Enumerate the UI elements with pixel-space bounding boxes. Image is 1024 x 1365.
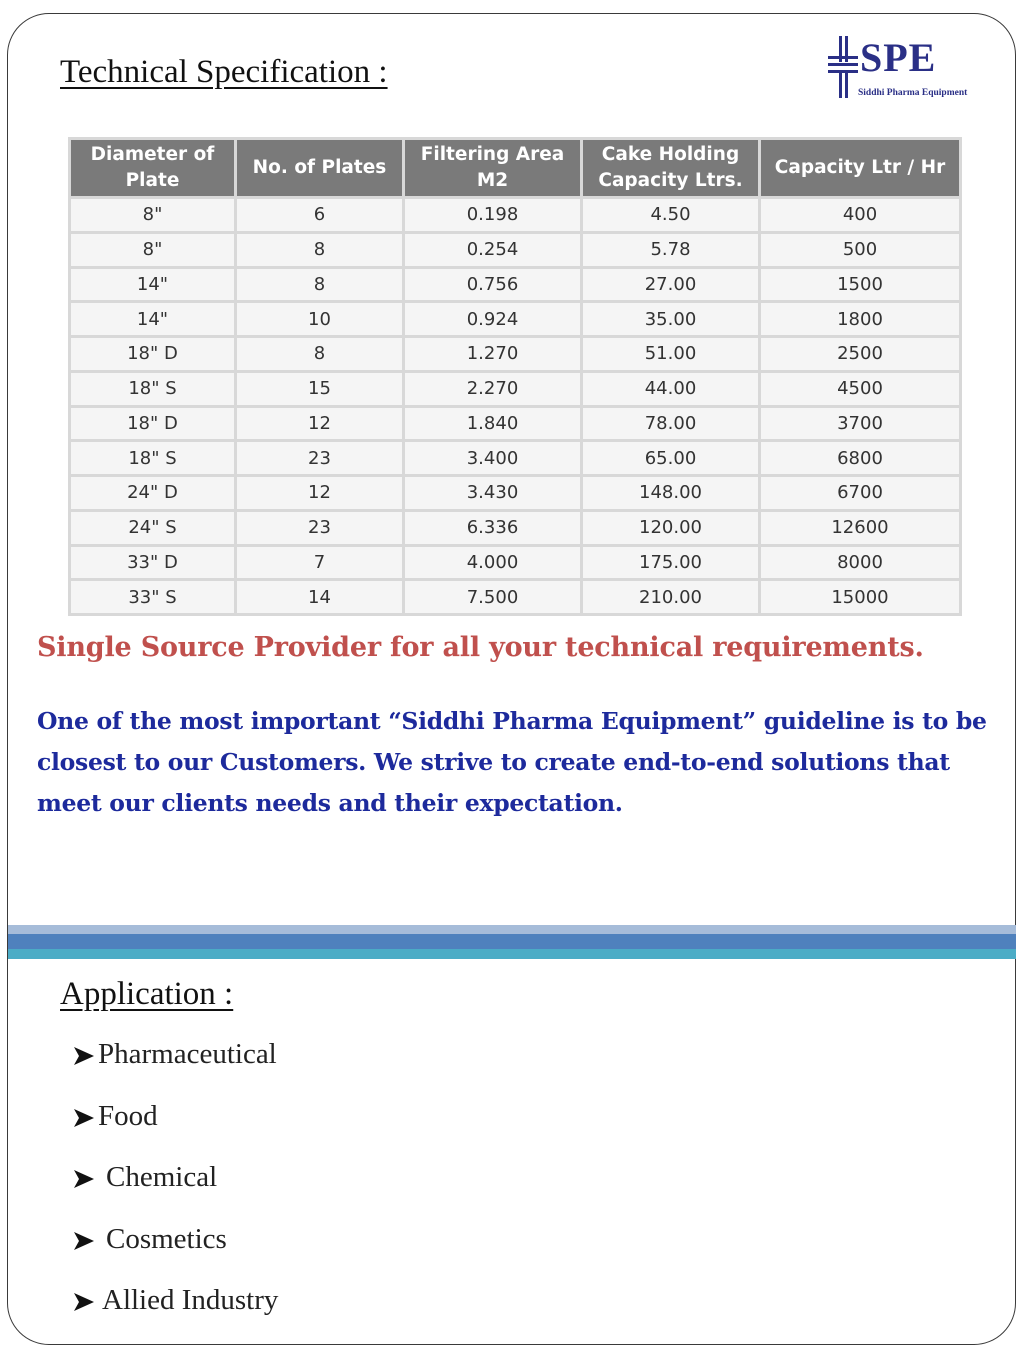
table-cell: 18" S (70, 441, 236, 476)
table-cell: 1.270 (404, 337, 582, 372)
table-cell: 7.500 (404, 580, 582, 615)
table-cell: 5.78 (582, 232, 760, 267)
application-list-item (72, 1094, 278, 1156)
tagline: Single Source Provider for all your technical requirements. (37, 632, 924, 663)
table-body (70, 198, 961, 615)
table-header-cell: Filtering Area M2 (404, 139, 582, 198)
application-label: Cosmetics (106, 1222, 227, 1255)
table-cell: 0.198 (404, 198, 582, 233)
table-cell: 12 (236, 406, 404, 441)
table-cell: 23 (236, 510, 404, 545)
logo-name: SPE (860, 35, 937, 80)
table-cell: 1800 (760, 302, 961, 337)
application-list-item (72, 1155, 278, 1217)
arrow-bullet-icon (72, 1045, 96, 1067)
application-label: Allied Industry (102, 1284, 279, 1316)
intro-paragraph: One of the most important “Siddhi Pharma Equipment” guideline is to be closest to our Customers. We strive to create end-to-end solutions that meet our clients needs and their expectation. (37, 707, 987, 817)
arrow-bullet-icon (72, 1291, 96, 1313)
spec-title: Technical Specification : (60, 54, 388, 90)
table-cell: 0.254 (404, 232, 582, 267)
table-cell: 78.00 (582, 406, 760, 441)
application-label: Food (98, 1099, 158, 1132)
table-cell: 148.00 (582, 476, 760, 511)
application-title: Application : (60, 976, 234, 1012)
table-cell: 210.00 (582, 580, 760, 615)
table-row (70, 371, 961, 406)
table-cell: 0.924 (404, 302, 582, 337)
table-cell: 14" (70, 267, 236, 302)
table-cell: 18" S (70, 371, 236, 406)
table-header-row (70, 139, 961, 198)
table-cell: 7 (236, 545, 404, 580)
table-row (70, 510, 961, 545)
table-row (70, 198, 961, 233)
application-list (72, 1032, 278, 1340)
application-list-item (72, 1278, 278, 1340)
table-cell: 1.840 (404, 406, 582, 441)
table-cell: 8" (70, 198, 236, 233)
table-cell: 12 (236, 476, 404, 511)
table-cell: 14 (236, 580, 404, 615)
table-cell: 18" D (70, 337, 236, 372)
table-row (70, 232, 961, 267)
table-cell: 23 (236, 441, 404, 476)
table-header-cell: Diameter of Plate (70, 139, 236, 198)
table-row (70, 267, 961, 302)
table-header-cell: Cake Holding Capacity Ltrs. (582, 139, 760, 198)
table-row (70, 545, 961, 580)
spec-table (68, 137, 962, 616)
table-cell: 4500 (760, 371, 961, 406)
table-cell: 175.00 (582, 545, 760, 580)
table-cell: 15000 (760, 580, 961, 615)
logo-subtitle: Siddhi Pharma Equipment (858, 88, 968, 98)
table-cell: 120.00 (582, 510, 760, 545)
table-cell: 14" (70, 302, 236, 337)
table-cell: 3700 (760, 406, 961, 441)
table-cell: 18" D (70, 406, 236, 441)
table-row (70, 302, 961, 337)
table-cell: 1500 (760, 267, 961, 302)
table-cell: 4.000 (404, 545, 582, 580)
table-cell: 24" S (70, 510, 236, 545)
table-cell: 33" D (70, 545, 236, 580)
table-row (70, 441, 961, 476)
table-header-cell: No. of Plates (236, 139, 404, 198)
table-cell: 33" S (70, 580, 236, 615)
table-cell: 24" D (70, 476, 236, 511)
table-cell: 8" (70, 232, 236, 267)
company-logo (828, 36, 988, 102)
table-cell: 2500 (760, 337, 961, 372)
table-cell: 35.00 (582, 302, 760, 337)
table-cell: 8 (236, 232, 404, 267)
table-cell: 51.00 (582, 337, 760, 372)
table-cell: 27.00 (582, 267, 760, 302)
table-cell: 400 (760, 198, 961, 233)
divider-band-light (8, 925, 1016, 934)
table-cell: 12600 (760, 510, 961, 545)
table-cell: 2.270 (404, 371, 582, 406)
table-cell: 500 (760, 232, 961, 267)
application-list-item (72, 1217, 278, 1279)
table-header-cell: Capacity Ltr / Hr (760, 139, 961, 198)
table-cell: 3.430 (404, 476, 582, 511)
arrow-bullet-icon (72, 1168, 96, 1190)
table-cell: 6 (236, 198, 404, 233)
table-row (70, 580, 961, 615)
table-cell: 0.756 (404, 267, 582, 302)
table-cell: 6800 (760, 441, 961, 476)
spe-mark-icon (828, 36, 858, 98)
table-cell: 65.00 (582, 441, 760, 476)
table-cell: 6.336 (404, 510, 582, 545)
arrow-bullet-icon (72, 1230, 96, 1252)
application-label: Chemical (106, 1161, 218, 1193)
application-label: Pharmaceutical (98, 1038, 277, 1070)
table-cell: 4.50 (582, 198, 760, 233)
table-cell: 15 (236, 371, 404, 406)
arrow-bullet-icon (72, 1107, 96, 1129)
table-cell: 6700 (760, 476, 961, 511)
divider-band-blue (8, 934, 1016, 949)
table-cell: 44.00 (582, 371, 760, 406)
table-cell: 8000 (760, 545, 961, 580)
divider-band-teal (8, 949, 1016, 959)
table-row (70, 406, 961, 441)
table-row (70, 476, 961, 511)
table-cell: 8 (236, 267, 404, 302)
table-cell: 8 (236, 337, 404, 372)
table-cell: 10 (236, 302, 404, 337)
table-row (70, 337, 961, 372)
application-list-item (72, 1032, 278, 1094)
table-cell: 3.400 (404, 441, 582, 476)
